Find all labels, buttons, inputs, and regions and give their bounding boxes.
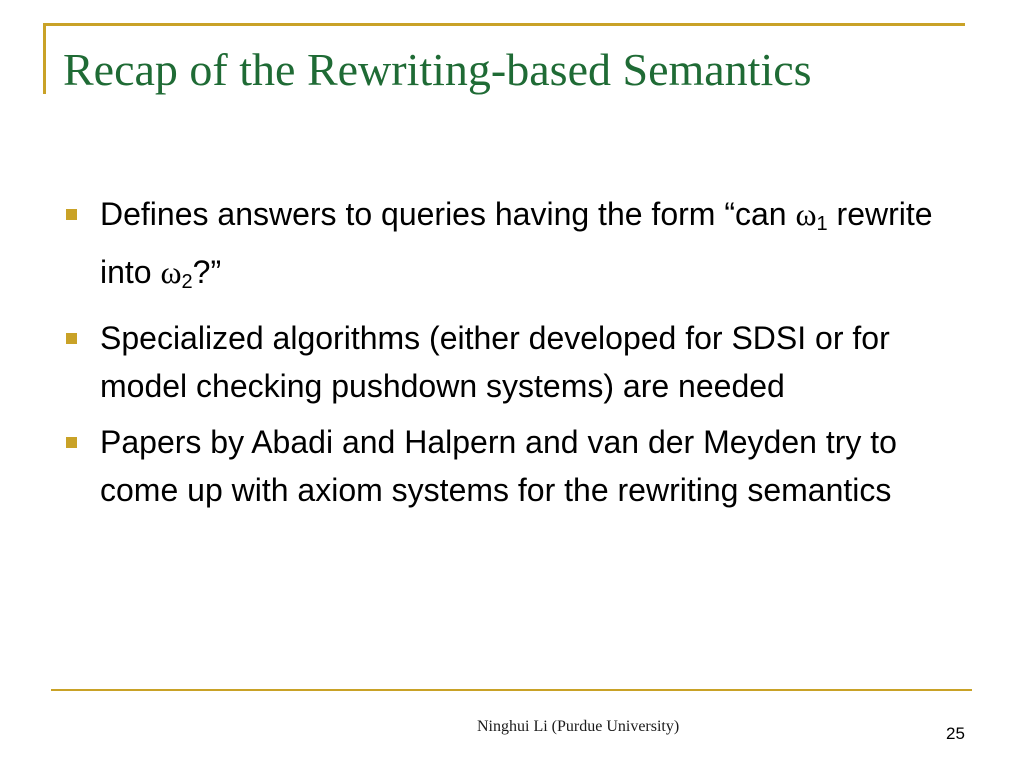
bullet-2-text: Specialized algorithms (either developed for SDSI or for model checking pushdown systems) are needed <box>100 320 890 404</box>
top-rule <box>43 23 965 26</box>
bottom-rule <box>51 689 972 691</box>
omega-subscript-1: 1 <box>816 213 828 235</box>
left-rule <box>43 23 46 94</box>
bullet-list <box>66 190 966 522</box>
bullet-3-text: Papers by Abadi and Halpern and van der Meyden try to come up with axiom systems for the rewriting semantics <box>100 424 897 508</box>
square-bullet-icon <box>66 437 77 448</box>
bullet-item-2 <box>66 314 966 410</box>
omega-symbol-2: ω <box>160 254 182 290</box>
bullet-1-text-a: Defines answers to queries having the form “can <box>100 196 796 232</box>
page-number: 25 <box>946 724 965 743</box>
slide-title: Recap of the Rewriting-based Semantics <box>63 44 812 95</box>
omega-subscript-2: 2 <box>181 271 193 293</box>
square-bullet-icon <box>66 333 77 344</box>
square-bullet-icon <box>66 209 77 220</box>
bullet-1-text-b: rewrite into <box>100 196 933 290</box>
bullet-item-3 <box>66 418 966 514</box>
footer-author: Ninghui Li (Purdue University) <box>477 718 680 735</box>
omega-symbol-1: ω <box>795 196 817 232</box>
bullet-item-1 <box>66 190 966 306</box>
bullet-1-text-c: ?” <box>192 254 222 290</box>
